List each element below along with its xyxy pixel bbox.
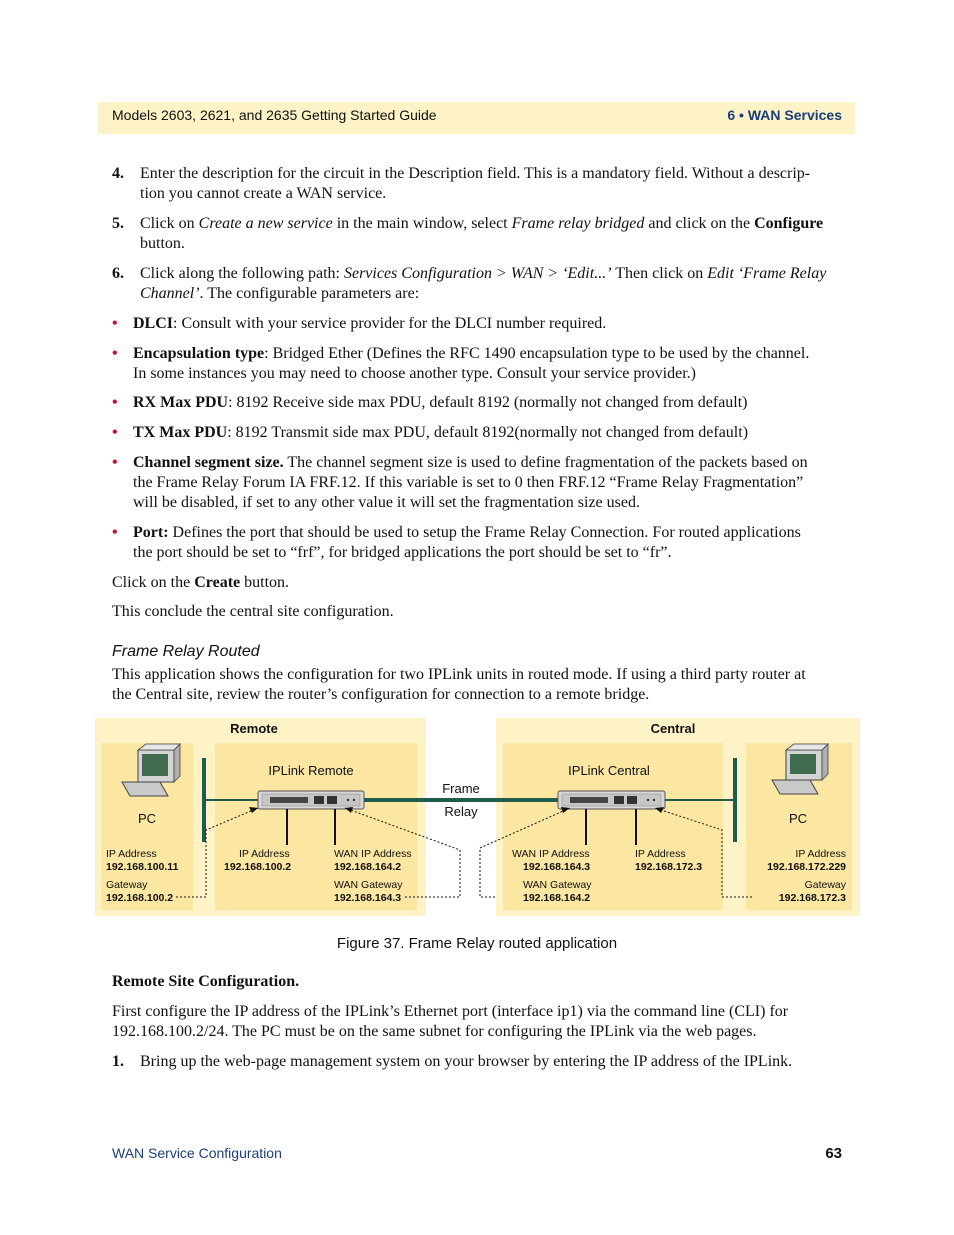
bullet-marker: • <box>112 394 118 411</box>
bullet-marker: • <box>112 424 118 441</box>
step-text: Bring up the web-page management system on your browser by entering the IP address of the IPLink. <box>140 1053 793 1070</box>
bullet-text: DLCI: Consult with your service provider for the DLCI number required. <box>133 315 607 332</box>
central-title: Central <box>650 721 696 736</box>
figure-caption: Figure 37. Frame Relay routed application <box>336 935 618 952</box>
section-heading: Frame Relay Routed <box>112 643 260 660</box>
bullet-marker: • <box>112 315 118 332</box>
bullet-marker: • <box>112 345 118 362</box>
central-wan-gw-label: WAN Gateway <box>523 879 592 891</box>
bullet-text: Port: Defines the port that should be used to setup the Frame Relay Connection. For routed applications the port should be set to “frf”, for bridged applications the port should be set to “fr”. <box>133 524 801 561</box>
remote-site-heading: Remote Site Configuration. <box>112 973 300 990</box>
bullet-text: Channel segment size. The channel segment size is used to define fragmentation of the packets based on the Frame Relay Forum IA FRF.12. If this variable is set to 0 then FRF.12 “Frame Relay Fragmentation” will be disabled, if set to any other value it will set the fragmentation size used. <box>133 454 808 511</box>
header-title: Models 2603, 2621, and 2635 Getting Started Guide <box>112 107 437 123</box>
header-chapter: 6 • WAN Services <box>727 107 842 123</box>
pc-left-label: PC <box>137 811 157 826</box>
left-pc-gw-label: Gateway <box>106 879 148 891</box>
step-number: 6. <box>112 265 124 282</box>
remote-wan-gw: 192.168.164.3 <box>334 892 402 904</box>
step-number: 5. <box>112 215 124 232</box>
central-wan-gw: 192.168.164.2 <box>523 892 591 904</box>
link-label-relay: Relay <box>444 804 478 819</box>
central-wan-ip: 192.168.164.3 <box>523 861 591 873</box>
central-wan-ip-label: WAN IP Address <box>512 848 590 860</box>
link-label-frame: Frame <box>442 781 480 796</box>
central-ip: 192.168.172.3 <box>635 861 703 873</box>
remote-wan-ip: 192.168.164.2 <box>334 861 402 873</box>
iplink-remote-device <box>258 791 364 809</box>
iplink-central-device <box>558 791 665 809</box>
left-pc-ip: 192.168.100.11 <box>106 861 179 873</box>
step-number: 4. <box>112 165 124 182</box>
step-text: Enter the description for the circuit in the Description field. This is a mandatory field. Without a descrip- tion you cannot create a WAN service. <box>140 165 811 202</box>
footer-section-title: WAN Service Configuration <box>112 1145 282 1161</box>
remote-ip: 192.168.100.2 <box>224 861 292 873</box>
remote-title: Remote <box>230 721 278 736</box>
left-pc-ip-label: IP Address <box>106 848 157 860</box>
step-text: Click on Create a new service in the main window, select Frame relay bridged and click on the Configure button. <box>140 215 824 252</box>
remote-wan-gw-label: WAN Gateway <box>334 879 403 891</box>
central-unit-label: IPLink Central <box>568 763 650 778</box>
bullet-text: TX Max PDU: 8192 Transmit side max PDU, default 8192(normally not changed from default) <box>133 424 749 441</box>
central-ip-label: IP Address <box>635 848 686 860</box>
conclude-text: This conclude the central site configuration. <box>112 603 394 620</box>
bullet-text: RX Max PDU: 8192 Receive side max PDU, default 8192 (normally not changed from default) <box>133 394 748 411</box>
click-create-text: Click on the Create button. <box>112 574 290 591</box>
right-pc-gw: 192.168.172.3 <box>778 892 846 904</box>
pc-right-label: PC <box>788 811 808 826</box>
page-number: 63 <box>825 1145 842 1162</box>
remote-wan-ip-label: WAN IP Address <box>334 848 412 860</box>
section-paragraph: This application shows the configuration for two IPLink units in routed mode. If using a third party router at the Central site, review the router’s configuration for connection to a remote bridge. <box>112 666 806 703</box>
left-pc-gw: 192.168.100.2 <box>106 892 174 904</box>
right-pc-ip-label: IP Address <box>795 848 846 860</box>
right-pc-gw-label: Gateway <box>804 879 846 891</box>
bullet-text: Encapsulation type: Bridged Ether (Defines the RFC 1490 encapsulation type to be used by the channel. In some instances you may need to choose another type. Consult your service provider.) <box>133 345 810 382</box>
remote-unit-label: IPLink Remote <box>268 763 354 778</box>
bullet-marker: • <box>112 454 118 471</box>
remote-ip-label: IP Address <box>239 848 290 860</box>
bullet-marker: • <box>112 524 118 541</box>
step-number: 1. <box>112 1053 124 1070</box>
step-text: Click along the following path: Services Configuration > WAN > ‘Edit...’ Then click on Edit ‘Frame Relay Channel’. The configurable parameters are: <box>140 265 827 302</box>
remote-site-paragraph: First configure the IP address of the IPLink’s Ethernet port (interface ip1) via the command line (CLI) for 192.168.100.2/24. The PC must be on the same subnet for configuring the IPLink via the web pages. <box>112 1003 789 1040</box>
right-pc-ip: 192.168.172.229 <box>767 861 846 873</box>
